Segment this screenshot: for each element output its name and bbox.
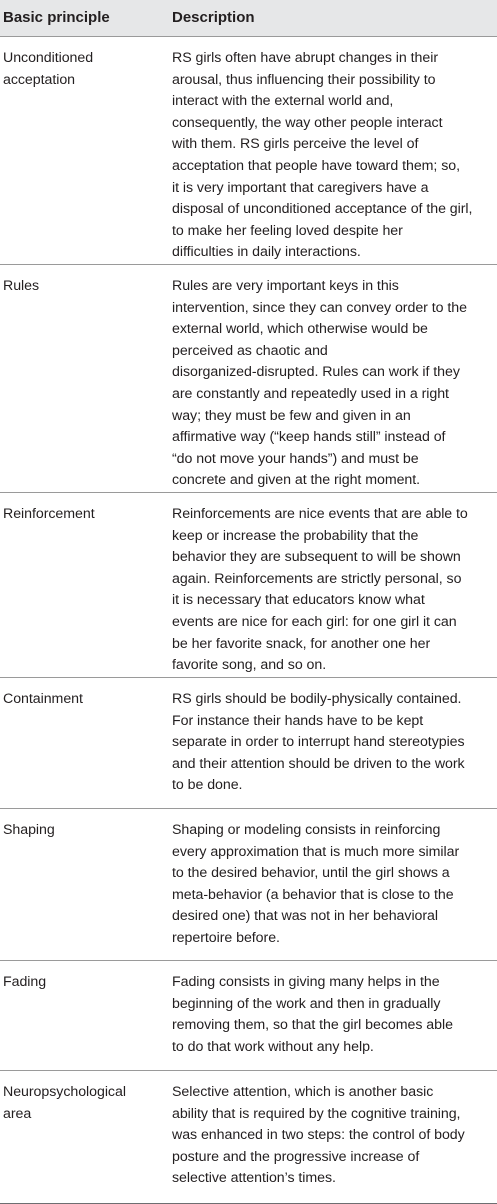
description-line: it is necessary that educators know what [172,592,425,609]
principle-line: area [3,1105,32,1122]
description-line: “do not move your hands”) and must be [172,450,419,467]
description-line: events are nice for each girl: for one girl it can [172,613,457,630]
description-line: separate in order to interrupt hand stereotypies [172,734,465,751]
description-line: ability that is required by the cognitive training, [172,1105,461,1122]
description-cell [172,48,497,264]
description-line: Shaping or modeling consists in reinforcing [172,822,441,838]
principle-line: Unconditioned [3,50,94,66]
description-line: selective attention’s times. [172,1170,336,1187]
table-header-row [0,0,497,37]
description-line: are constantly and repeatedly used in a right [172,385,449,402]
description-line: repertoire before. [172,929,280,946]
description-line: disorganized-disrupted. Rules can work if they [172,364,460,381]
description-line: be her favorite snack, for another one her [172,635,431,652]
description-line: every approximation that is much more similar [172,843,460,860]
description-line: perceived as chaotic and [172,342,328,359]
description-cell [172,972,497,1070]
description-line: external world, which otherwise would be [172,321,428,338]
description-line: Fading consists in giving many helps in the [172,974,440,990]
description-line: arousal, thus influencing their possibility to [172,71,436,88]
principle-line: Rules [3,278,40,294]
description-line: to the desired behavior, until the girl shows a [172,865,450,882]
description-line: RS girls should be bodily-physically contained. [172,691,462,707]
header-basic-principle: Basic principle [3,9,110,26]
principle-cell [0,972,172,1070]
table-row [0,809,497,961]
principle-line: Neuropsychological [3,1084,126,1100]
table-row [0,961,497,1071]
description-line: consequently, the way other people interact [172,114,443,131]
description-line: beginning of the work and then in gradually [172,995,441,1012]
table-row [0,493,497,678]
principle-line: acceptation [3,71,76,88]
description-line: For instance their hands have to be kept [172,712,424,729]
description-line: was enhanced in two steps: the control of body [172,1127,465,1144]
table-row [0,678,497,809]
principle-line: Reinforcement [3,506,95,522]
table-row [0,37,497,265]
principle-line: Fading [3,974,47,990]
description-line: behavior they are subsequent to will be shown [172,549,461,566]
description-cell [172,504,497,677]
description-line: Selective attention, which is another basic [172,1084,434,1100]
description-line: keep or increase the probability that the [172,527,419,544]
principle-line: Containment [3,691,83,707]
description-line: again. Reinforcements are strictly personal, so [172,570,462,587]
header-description: Description [172,9,255,26]
description-line: Rules are very important keys in this [172,278,399,294]
description-line: favorite song, and so on. [172,657,327,674]
description-line: to be done. [172,777,243,794]
description-line: disposal of unconditioned acceptance of the girl, [172,201,473,218]
description-cell [172,689,497,808]
description-line: it is very important that caregivers have a [172,179,429,196]
description-line: interact with the external world and, [172,93,394,110]
description-line: RS girls often have abrupt changes in their [172,50,438,66]
description-line: to do that work without any help. [172,1038,374,1055]
description-line: acceptation that people have toward them; so, [172,157,460,174]
description-line: removing them, so that the girl becomes able [172,1017,453,1034]
principle-line: Shaping [3,822,55,838]
principle-cell [0,48,172,264]
principle-cell [0,504,172,677]
description-line: intervention, since they can convey order to the [172,299,467,316]
description-line: with them. RS girls perceive the level of [172,136,419,153]
principle-cell [0,1082,172,1203]
description-line: concrete and given at the right moment. [172,472,421,489]
principle-cell [0,820,172,960]
description-line: way; they must be few and given in an [172,407,411,424]
description-line: difficulties in daily interactions. [172,244,361,261]
principle-cell [0,689,172,808]
description-line: desired one) that was not in her behavioral [172,908,438,925]
description-line: and their attention should be driven to the work [172,755,465,772]
table-row [0,265,497,493]
principle-cell [0,276,172,492]
description-line: affirmative way (“keep hands still” instead of [172,429,446,446]
description-cell [172,276,497,492]
description-cell [172,820,497,960]
description-line: meta-behavior (a behavior that is close to the [172,886,454,903]
description-line: to make her feeling loved despite her [172,222,403,239]
table-row [0,1071,497,1204]
description-line: posture and the progressive increase of [172,1148,420,1165]
description-cell [172,1082,497,1203]
description-line: Reinforcements are nice events that are able to [172,506,468,522]
